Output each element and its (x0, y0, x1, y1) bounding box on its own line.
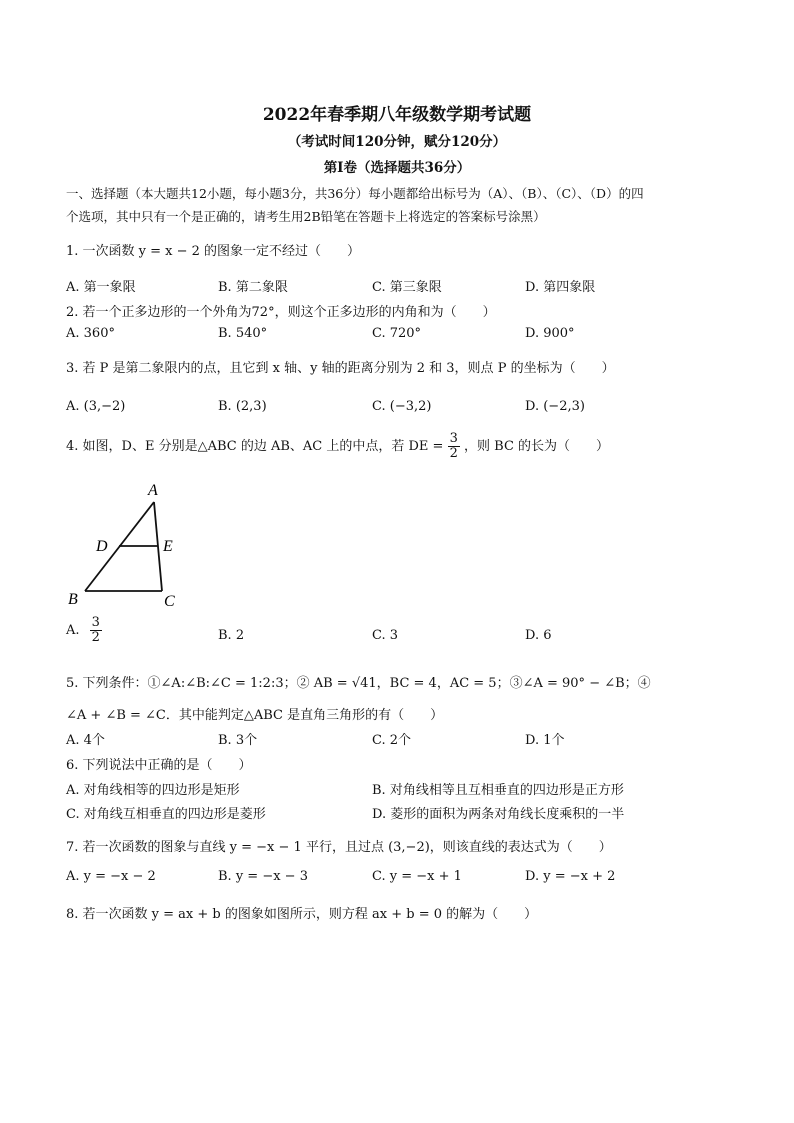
stem-part-a: 4. 如图，D、E 分别是△ABC 的边 AB、AC 上的中点，若 DE = (66, 439, 444, 454)
option-a[interactable]: A. 360° (66, 326, 115, 341)
section-line-2: 个选项，其中只有一个是正确的，请考生用2B铅笔在答题卡上将选定的答案标号涂黑） (66, 209, 546, 224)
volume-heading: 第Ⅰ卷（选择题共36分） (323, 160, 471, 176)
question-stem: 5. 下列条件：①∠A:∠B:∠C = 1:2:3；② AB = √41，BC = 4，AC = 5；③∠A = 90° − ∠B；④ (66, 676, 651, 691)
option-d[interactable]: D. 菱形的面积为两条对角线长度乘积的一半 (372, 807, 625, 822)
fraction (448, 432, 460, 461)
option-b[interactable]: B. 2 (218, 628, 245, 643)
option-a-label: A. (66, 623, 80, 638)
option-d[interactable]: D. (−2,3) (525, 399, 585, 414)
question-stem: 2. 若一个正多边形的一个外角为72°，则这个正多边形的内角和为（ ） (66, 305, 496, 320)
stem-part-b: ，则 BC 的长为（ ） (464, 439, 610, 454)
option-b[interactable]: B. 540° (218, 326, 268, 341)
question-stem: 8. 若一次函数 y = ax + b 的图象如图所示，则方程 ax + b = 0 的解为（ ） (66, 907, 538, 922)
option-a[interactable]: A. 第一象限 (66, 280, 136, 295)
question-stem (66, 432, 609, 461)
option-d[interactable]: D. 900° (525, 326, 575, 341)
option-b[interactable]: B. 第二象限 (218, 280, 288, 295)
option-b[interactable]: B. 对角线相等且互相垂直的四边形是正方形 (372, 783, 624, 798)
option-d[interactable]: D. 1个 (525, 733, 565, 748)
option-c[interactable]: C. 2个 (372, 733, 412, 748)
label-c: C (164, 593, 175, 610)
exam-title: 2022年春季期八年级数学期考试题 (262, 105, 532, 125)
option-a[interactable]: A. 4个 (66, 733, 105, 748)
option-a[interactable]: A. y = −x − 2 (66, 869, 156, 884)
option-a-fraction (90, 616, 102, 645)
question-stem-continued: ∠A + ∠B = ∠C．其中能判定△ABC 是直角三角形的有（ ） (66, 708, 444, 723)
option-c[interactable]: C. 第三象限 (372, 280, 442, 295)
option-d[interactable]: D. 第四象限 (525, 280, 596, 295)
exam-subtitle: （考试时间120分钟，赋分120分） (287, 134, 507, 150)
fraction-denominator: 2 (449, 446, 458, 461)
fraction-numerator: 3 (449, 431, 458, 446)
option-a[interactable]: A. 对角线相等的四边形是矩形 (66, 783, 240, 798)
option-c[interactable]: C. 3 (372, 628, 399, 643)
option-b[interactable]: B. y = −x − 3 (218, 869, 308, 884)
question-stem: 7. 若一次函数的图象与直线 y = −x − 1 平行，且过点 (3,−2)，则该直线的表达式为（ ） (66, 840, 612, 855)
option-d[interactable]: D. 6 (525, 628, 552, 643)
label-a: A (148, 482, 158, 499)
option-c[interactable]: C. 对角线互相垂直的四边形是菱形 (66, 807, 266, 822)
option-b[interactable]: B. (2,3) (218, 399, 267, 414)
label-e: E (163, 538, 173, 555)
question-stem: 3. 若 P 是第二象限内的点，且它到 x 轴、y 轴的距离分别为 2 和 3，则点 P 的坐标为（ ） (66, 361, 615, 376)
option-a[interactable]: A. (3,−2) (66, 399, 126, 414)
fraction-numerator: 3 (91, 615, 100, 630)
question-stem: 6. 下列说法中正确的是（ ） (66, 758, 252, 773)
label-d: D (96, 538, 108, 555)
option-c[interactable]: C. 720° (372, 326, 422, 341)
label-b: B (68, 591, 78, 608)
option-d[interactable]: D. y = −x + 2 (525, 869, 616, 884)
triangle-figure (60, 475, 190, 615)
fraction-denominator: 2 (91, 630, 100, 645)
option-b[interactable]: B. 3个 (218, 733, 258, 748)
option-c[interactable]: C. y = −x + 1 (372, 869, 462, 884)
section-line-1: 一、选择题（本大题共12小题，每小题3分，共36分）每小题都给出标号为（A）、（B）、（C）、（D）的四 (66, 186, 644, 201)
option-c[interactable]: C. (−3,2) (372, 399, 432, 414)
option-a[interactable] (66, 616, 102, 645)
question-stem: 1. 一次函数 y = x − 2 的图象一定不经过（ ） (66, 244, 361, 259)
